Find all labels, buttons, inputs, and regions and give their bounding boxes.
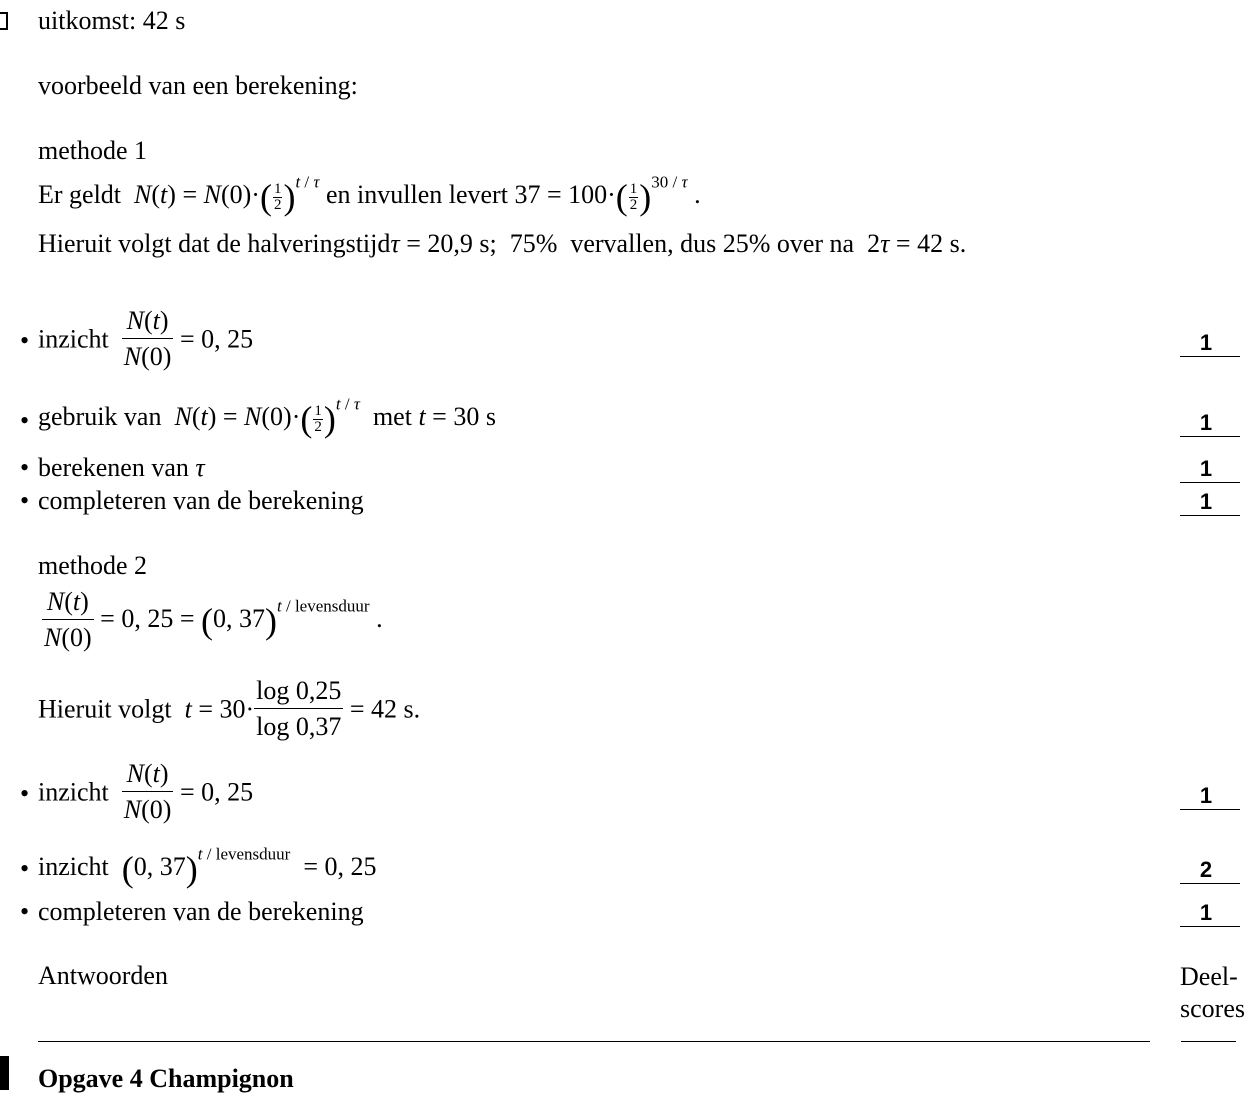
method2-line2 [38, 674, 420, 745]
formula-decay-2: N(t) = N(0)·( $\frac{1}{2}$ )$^{t / \tau}$ [174, 394, 360, 440]
method1-bullet-1 [38, 304, 253, 375]
bullet-dot: • [20, 854, 30, 883]
bullet-text: inzicht [38, 777, 109, 807]
bullet-dot: • [20, 453, 30, 482]
method2-line2-a: Hieruit volgt [38, 694, 172, 724]
formula-2tau: 2τ = 42 s. [860, 229, 967, 258]
bullet-dot: • [20, 897, 30, 926]
method1-bullet-4: completeren van de berekening [38, 486, 364, 515]
score-m1-1: 1 [1180, 330, 1240, 357]
bullet-text: inzicht [38, 852, 109, 881]
score-m2-3: 1 [1180, 900, 1240, 927]
score-label [1180, 961, 1245, 1025]
method1-line2 [38, 229, 966, 259]
bullet-dot: • [20, 326, 30, 355]
method2-bullet-1 [38, 757, 253, 828]
score-m1-2: 1 [1180, 410, 1240, 437]
example-intro: voorbeeld van een berekening: [38, 71, 358, 100]
method1-bullet-2 [38, 394, 496, 440]
bullet-mid: met [372, 402, 412, 431]
formula-m2-eq: = 0, 25 = (0, 37)$^{t / levensduur}$ . [93, 597, 383, 642]
bullet-dot: • [20, 406, 30, 435]
method1-title: methode 1 [38, 136, 148, 165]
formula-t30: t = 30 s [418, 402, 496, 431]
section-heading: Opgave 4 Champignon [38, 1064, 294, 1093]
fraction-N: $\frac{N(t)}{N(0)}$ [123, 759, 172, 824]
formula-037: (0, 37)$^{t / levensduur}$ = 0, 25 [121, 844, 377, 890]
divider-right [1181, 1041, 1236, 1042]
score-m2-1: 1 [1180, 783, 1240, 810]
score-m1-4: 1 [1180, 489, 1240, 516]
formula-ratio: = 0, 25 [173, 777, 254, 807]
section-marker [0, 1056, 9, 1090]
score-m2-2: 2 [1180, 857, 1240, 884]
tau-symbol: τ [195, 453, 205, 482]
method1-line1-a: Er geldt [38, 180, 122, 209]
bullet-text: gebruik van [38, 402, 162, 431]
method2-bullet-3: completeren van de berekening [38, 897, 364, 926]
result-line: uitkomst: 42 s [38, 6, 186, 35]
formula-42: = 42 s. [343, 694, 421, 724]
formula-filled: 37 = 100·( $\frac{1}{2}$ )$^{30 / \tau}$ . [514, 172, 701, 218]
method1-line2-b: vervallen, dus 25% over na [570, 229, 855, 258]
formula-decay-1: N(t) = N(0)·( $\frac{1}{2}$ )$^{t / \tau}$ [134, 172, 320, 218]
method1-bullet-3 [38, 453, 205, 483]
method1-line1 [38, 172, 701, 218]
method1-line1-b: en invullen levert [326, 180, 508, 209]
bullet-text: inzicht [38, 324, 109, 354]
method2-line1 [42, 585, 383, 656]
fraction-N: $\frac{N(t)}{N(0)}$ [123, 306, 172, 371]
fraction-N: $\frac{N(t)}{N(0)}$ [44, 587, 92, 652]
margin-marker [0, 12, 8, 30]
score-label-2: scores [1180, 994, 1245, 1023]
score-m1-3: 1 [1180, 456, 1240, 483]
formula-tau: τ = 20,9 s; 75% [390, 229, 558, 258]
formula-t-eq: t = 30· [184, 694, 255, 724]
bullet-dot: • [20, 486, 30, 515]
score-label-1: Deel- [1180, 962, 1238, 991]
method2-bullet-2 [38, 844, 377, 890]
formula-ratio: = 0, 25 [173, 324, 254, 354]
divider-left [38, 1041, 1150, 1042]
method1-line2-a: Hieruit volgt dat de halveringstijd [38, 229, 391, 258]
bullet-text: berekenen van [38, 453, 189, 482]
answers-label: Antwoorden [38, 961, 168, 990]
bullet-dot: • [20, 779, 30, 808]
method2-title: methode 2 [38, 551, 148, 580]
fraction-log: $\frac{\log 0,25}{\log 0,37}$ [256, 676, 342, 741]
